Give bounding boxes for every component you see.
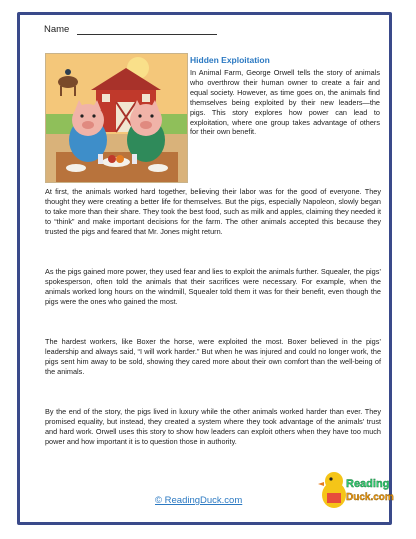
- worksheet-title: Hidden Exploitation: [190, 55, 270, 65]
- paragraph-1: At first, the animals worked hard together, believing their labor was for the good of everyone. They thought they were creating a better life for themselves. But the pigs, especially Napoleon, slowly began to take more than their share. They took the best food, such as milk and apples, claiming they needed it to “think” and make important decisions for the farm. The other animals accepted this because they trusted the pigs and feared that Mr. Jones might return.: [45, 187, 381, 236]
- logo-text-bottom: Duck.com: [346, 492, 394, 503]
- intro-paragraph: In Animal Farm, George Orwell tells the story of animals who overthrow their human owner to create a fair and equal society. However, as time goes on, the animals find themselves being exploited by their new leaders—the pigs. This story explores how power can lead to exploitation, where one group takes advantage of others for their own benefit.: [190, 68, 380, 137]
- paragraph-2: As the pigs gained more power, they used fear and lies to exploit the animals further. Squealer, the pigs’ spokesperson, often told the animals that their sacrifices were necessary. For example, when the animals worked long hours on the windmill, Squealer told them it was for their benefit, even though the pigs were the ones who gained the most.: [45, 267, 381, 306]
- name-label: Name: [44, 24, 70, 35]
- paragraph-4: By the end of the story, the pigs lived in luxury while the other animals worked harder than ever. They promised equality, but instead, they created a system where they took advantage of the animals’ trust and hard work. Orwell uses this story to show how leaders can exploit others when they have too much power and how important it is to question those in authority.: [45, 407, 381, 446]
- pigs-at-table-image: [46, 54, 187, 182]
- reading-duck-logo: [320, 465, 394, 515]
- paragraph-3: The hardest workers, like Boxer the horse, were exploited the most. Boxer believed in the pigs’ leadership and always said, “I will work harder.” But when he was injured and could no longer work, the pigs sent him away to be sold, showing they cared more about their own comfort than the well-being of the animals.: [45, 337, 381, 376]
- name-field-row: [44, 24, 217, 35]
- farm-illustration: [45, 53, 188, 183]
- worksheet-page: [17, 12, 392, 525]
- logo-text-top: Reading: [346, 478, 390, 490]
- name-input-line[interactable]: [77, 24, 217, 35]
- footer-link[interactable]: © ReadingDuck.com: [155, 495, 243, 506]
